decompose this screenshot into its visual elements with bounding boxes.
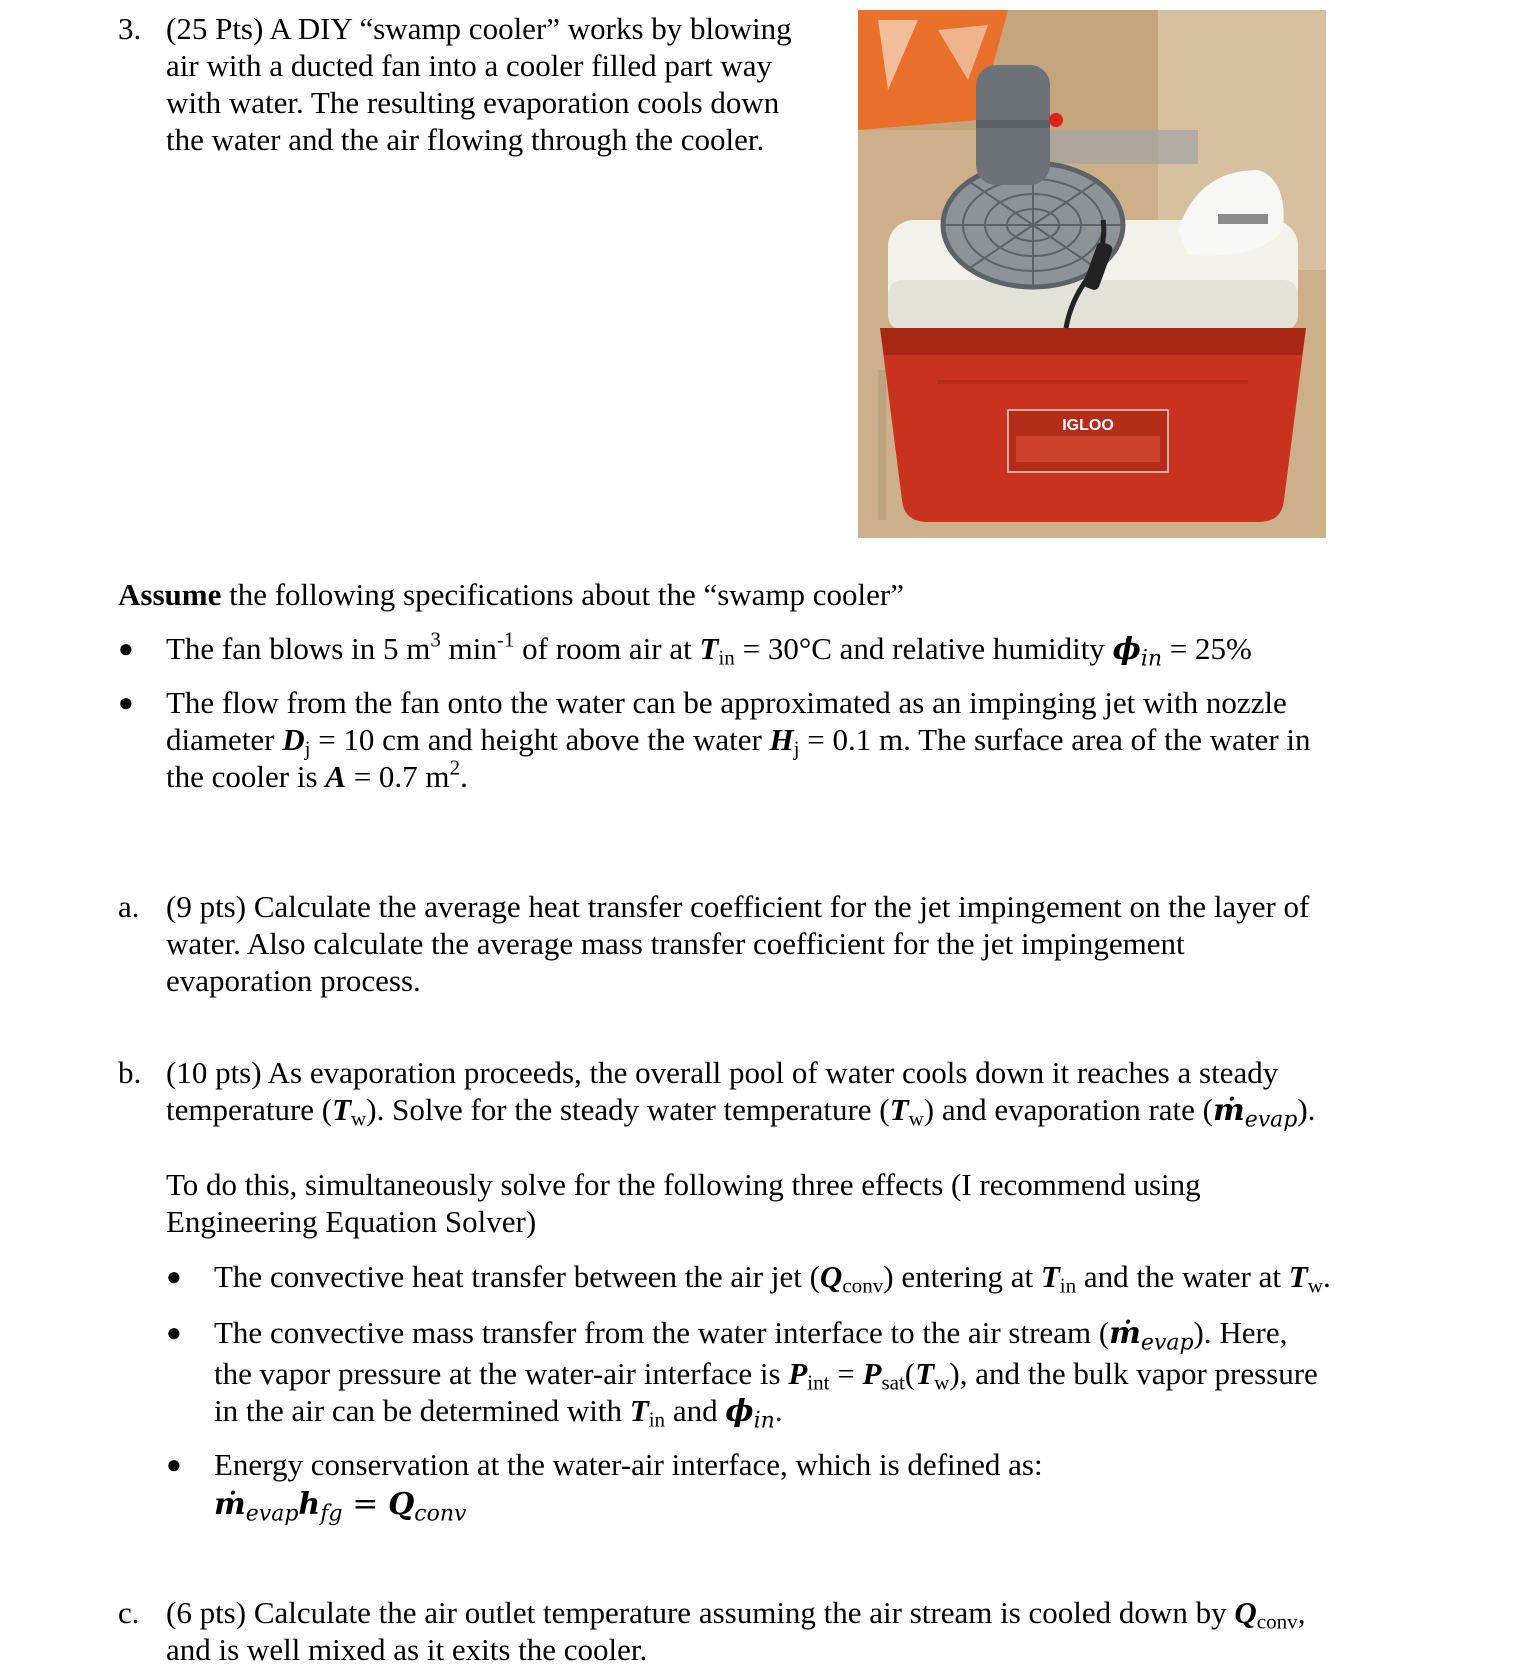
subscript: w	[351, 1106, 367, 1131]
spec-bullet-1-text	[166, 627, 1252, 672]
assume-rest: the following specifications about the “swamp cooler”	[221, 577, 904, 612]
spec-line	[166, 721, 1311, 761]
superscript: 2	[449, 755, 461, 780]
spec-text: = 10 cm and height above the water	[310, 722, 770, 757]
spec-line	[166, 755, 1311, 795]
intro-line: air with a ducted fan into a cooler filled part way	[166, 48, 772, 83]
assume-heading	[118, 576, 904, 613]
intro-line: the water and the air flowing through the cooler.	[166, 122, 765, 157]
subscript: j	[304, 736, 311, 761]
spec-line: The flow from the fan onto the water can be approximated as an impinging jet with nozzle	[166, 685, 1287, 720]
part-b-line: (10 pts) As evaporation proceeds, the overall pool of water cools down it reaches a steady	[166, 1055, 1279, 1090]
instruction-line: Engineering Equation Solver)	[166, 1204, 537, 1239]
assume-bold: Assume	[118, 577, 222, 612]
symbol-A: A	[325, 759, 346, 794]
subscript: fg	[320, 1501, 343, 1527]
cooler-brand-label: IGLOO	[1062, 417, 1114, 434]
spec-text: = 25%	[1162, 631, 1252, 666]
spec-text: = 0.1 m. The surface area of the water in	[799, 722, 1311, 757]
part-b-text-run: ). Solve for the steady water temperature (	[366, 1092, 890, 1127]
intro-line: with water. The resulting evaporation cools down	[166, 85, 780, 120]
subscript: w	[1307, 1273, 1323, 1298]
effect-3-text	[214, 1446, 1043, 1527]
problem-number: 3.	[118, 11, 142, 46]
part-a-line: evaporation process.	[166, 963, 421, 998]
symbol-T: T	[889, 1092, 909, 1127]
spec-text: diameter	[166, 722, 283, 757]
symbol-T: T	[629, 1393, 649, 1428]
part-b-text-run: temperature (	[166, 1092, 333, 1127]
symbol-mdot: ṁ	[1109, 1316, 1141, 1351]
subscript: sat	[881, 1370, 905, 1395]
symbol-T: T	[1288, 1259, 1308, 1294]
subscript: w	[934, 1370, 950, 1395]
effect-line	[214, 1355, 1318, 1395]
symbol-T: T	[1040, 1259, 1060, 1294]
bullet: ●	[118, 634, 134, 663]
subscript: evap	[1244, 1107, 1298, 1133]
symbol-P: P	[862, 1356, 882, 1391]
superscript: -1	[496, 627, 515, 652]
effect-text: ). Here,	[1193, 1315, 1288, 1350]
bullet: ●	[166, 1450, 182, 1479]
effect-text: and	[665, 1393, 726, 1428]
part-a-line: water. Also calculate the average mass transfer coefficient for the jet impingement	[166, 926, 1185, 961]
part-b-text-run: ).	[1297, 1092, 1316, 1127]
subscript: in	[1140, 646, 1163, 672]
effect-line	[214, 1314, 1318, 1356]
instruction-line: To do this, simultaneously solve for the following three effects (I recommend using	[166, 1167, 1201, 1202]
part-a-line: (9 pts) Calculate the average heat transfer coefficient for the jet impingement on the layer of	[166, 889, 1310, 924]
subscript: in	[718, 645, 735, 670]
subscript: conv	[842, 1273, 884, 1298]
swamp-cooler-photo	[858, 10, 1326, 538]
subscript: w	[908, 1106, 924, 1131]
effect-2-text	[214, 1314, 1318, 1434]
subscript: in	[648, 1407, 666, 1432]
part-b-text-run: ) and evaporation rate (	[923, 1092, 1213, 1127]
part-c-marker: c.	[118, 1595, 140, 1630]
part-c-text	[166, 1594, 1305, 1668]
part-c-text-run: ,	[1297, 1595, 1306, 1630]
part-b-marker: b.	[118, 1055, 142, 1090]
part-c-text-run: (6 pts) Calculate the air outlet temperature assuming the air stream is cooled down by	[166, 1595, 1235, 1630]
part-a-marker: a.	[118, 889, 140, 924]
symbol-Q: Q	[1234, 1595, 1257, 1630]
effect-1-text	[214, 1258, 1331, 1298]
symbol-T: T	[699, 631, 719, 666]
spec-text: .	[460, 759, 468, 794]
energy-equation	[214, 1485, 1043, 1527]
spec-text: the cooler is	[166, 759, 326, 794]
effect-text: .	[774, 1393, 783, 1428]
symbol-H: H	[769, 722, 794, 757]
effect-text: ) entering at	[883, 1259, 1041, 1294]
effect-text: and the water at	[1076, 1259, 1289, 1294]
problem-intro-text	[166, 10, 792, 158]
subscript: in	[753, 1408, 775, 1434]
spec-text: of room air at	[514, 631, 700, 666]
subscript: evap	[245, 1501, 299, 1527]
subscript: conv	[1256, 1609, 1298, 1634]
effect-text: in the air can be determined with	[214, 1393, 630, 1428]
bullet: ●	[118, 688, 134, 717]
subscript: int	[807, 1370, 830, 1395]
part-b-line	[166, 1091, 1316, 1133]
symbol-phi: ϕ	[725, 1394, 754, 1429]
spec-bullet-2-text	[166, 684, 1311, 795]
symbol-T: T	[332, 1092, 352, 1127]
bullet: ●	[166, 1262, 182, 1291]
subscript: evap	[1140, 1330, 1194, 1356]
symbol-Q: Q	[388, 1487, 415, 1522]
symbol-T: T	[915, 1356, 935, 1391]
symbol-mdot: ṁ	[1212, 1093, 1245, 1128]
part-b-instructions	[166, 1166, 1201, 1240]
spec-text: = 0.7 m	[345, 759, 450, 794]
spec-text: The fan blows in 5 m	[166, 631, 431, 666]
subscript: in	[1059, 1273, 1077, 1298]
subscript: j	[793, 736, 800, 761]
intro-line: (25 Pts) A DIY “swamp cooler” works by blowing	[166, 11, 792, 46]
effect-text: ), and the bulk vapor pressure	[949, 1356, 1318, 1391]
spec-text: = 30°C and relative humidity	[734, 631, 1113, 666]
effect-text: The convective heat transfer between the air jet (	[214, 1259, 820, 1294]
superscript: 3	[430, 627, 441, 652]
symbol-P: P	[788, 1356, 808, 1391]
symbol-phi: ϕ	[1112, 632, 1141, 667]
symbol-h: h	[298, 1487, 321, 1522]
part-c-line: and is well mixed as it exits the cooler.	[166, 1632, 648, 1667]
effect-text: =	[829, 1356, 863, 1391]
equals: =	[342, 1486, 389, 1522]
part-c-line	[166, 1594, 1306, 1634]
part-b-text	[166, 1054, 1316, 1133]
subscript: conv	[414, 1501, 467, 1527]
effect-text: (	[904, 1356, 916, 1391]
effect-text: .	[1322, 1259, 1331, 1294]
bullet: ●	[166, 1318, 182, 1347]
part-a-text	[166, 888, 1309, 999]
symbol-D: D	[282, 722, 305, 757]
effect-text: the vapor pressure at the water-air interface is	[214, 1356, 789, 1391]
symbol-Q: Q	[819, 1259, 843, 1294]
spec-text: min	[440, 631, 497, 666]
effect-line	[214, 1392, 1318, 1434]
effect-line: Energy conservation at the water-air interface, which is defined as:	[214, 1447, 1043, 1482]
symbol-mdot: ṁ	[214, 1487, 246, 1522]
effect-text: The convective mass transfer from the water interface to the air stream (	[214, 1315, 1110, 1350]
